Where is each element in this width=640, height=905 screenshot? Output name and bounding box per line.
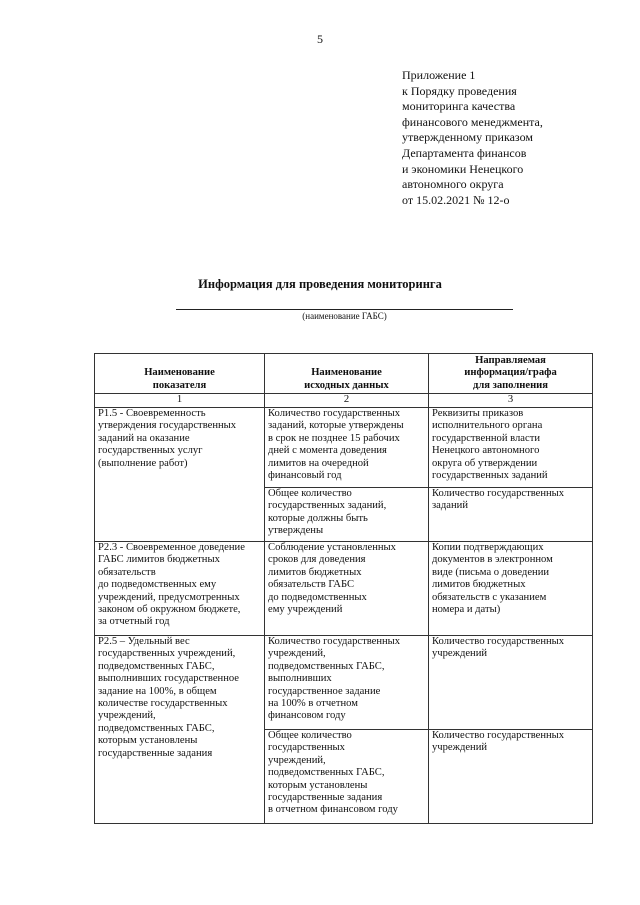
info-cell: Копии подтверждающих документов в электронном виде (письма о доведении лимитов бюджетных обязательств с указанием номера и даты) bbox=[429, 542, 593, 636]
header-indicator: Наименование показателя bbox=[95, 354, 265, 394]
table-row bbox=[95, 636, 593, 730]
page-number: 5 bbox=[317, 32, 323, 46]
appendix-line: от 15.02.2021 № 12-о bbox=[402, 192, 510, 207]
appendix-line: утвержденному приказом bbox=[402, 130, 533, 145]
table-row bbox=[95, 542, 593, 636]
info-cell: Количество государственных учреждений bbox=[429, 730, 593, 824]
source-data-cell: Общее количество государственных заданий, которые должны быть утверждены bbox=[265, 488, 429, 542]
header-info: Направляемая информация/графа для заполнения bbox=[429, 354, 593, 394]
table-row bbox=[95, 408, 593, 488]
header-row bbox=[95, 354, 593, 394]
column-number: 1 bbox=[95, 394, 265, 408]
info-cell: Реквизиты приказов исполнительного органа государственной власти Ненецкого автономного округа об утверждении государственных заданий bbox=[429, 408, 593, 488]
document-title: Информация для проведения мониторинга bbox=[198, 277, 442, 291]
gabs-fill-line bbox=[176, 309, 513, 310]
indicator-cell: Р2.5 – Удельный вес государственных учреждений, подведомственных ГАБС, выполнивших государственное задание на 100%, в общем количестве государственных учреждений, подведомственных ГАБС, которым установлены государственные задания bbox=[95, 636, 265, 824]
appendix-line: финансового менеджмента, bbox=[402, 114, 543, 129]
info-cell: Количество государственных заданий bbox=[429, 488, 593, 542]
column-number: 2 bbox=[265, 394, 429, 408]
header-source-data: Наименование исходных данных bbox=[265, 354, 429, 394]
appendix-line: Приложение 1 bbox=[402, 68, 476, 82]
monitoring-table bbox=[94, 353, 593, 824]
info-cell: Количество государственных учреждений bbox=[429, 636, 593, 730]
appendix-line: автономного округа bbox=[402, 177, 504, 192]
source-data-cell: Количество государственных учреждений, подведомственных ГАБС, выполнивших государственное задание на 100% в отчетном финансовом году bbox=[265, 636, 429, 730]
appendix-line: и экономики Ненецкого bbox=[402, 161, 524, 176]
appendix-line: мониторинга качества bbox=[402, 99, 516, 114]
appendix-line: Департамента финансов bbox=[402, 145, 527, 160]
source-data-cell: Количество государственных заданий, которые утверждены в срок не позднее 15 рабочих дней с момента доведения лимитов на очередной финансовый год bbox=[265, 408, 429, 488]
column-number: 3 bbox=[429, 394, 593, 408]
column-number-row bbox=[95, 394, 593, 408]
appendix-line: к Порядку проведения bbox=[402, 83, 517, 98]
indicator-cell: Р1.5 - Своевременность утверждения государственных заданий на оказание государственных услуг (выполнение работ) bbox=[95, 408, 265, 542]
gabs-caption: (наименование ГАБС) bbox=[302, 311, 387, 321]
indicator-cell: Р2.3 - Своевременное доведение ГАБС лимитов бюджетных обязательств до подведомственных ему учреждений, предусмотренных законом об окружном бюджете, за отчетный год bbox=[95, 542, 265, 636]
appendix-note bbox=[402, 68, 617, 208]
source-data-cell: Общее количество государственных учреждений, подведомственных ГАБС, которым установлены государственные задания в отчетном финансовом году bbox=[265, 730, 429, 824]
source-data-cell: Соблюдение установленных сроков для доведения лимитов бюджетных обязательств ГАБС до подведомственных ему учреждений bbox=[265, 542, 429, 636]
